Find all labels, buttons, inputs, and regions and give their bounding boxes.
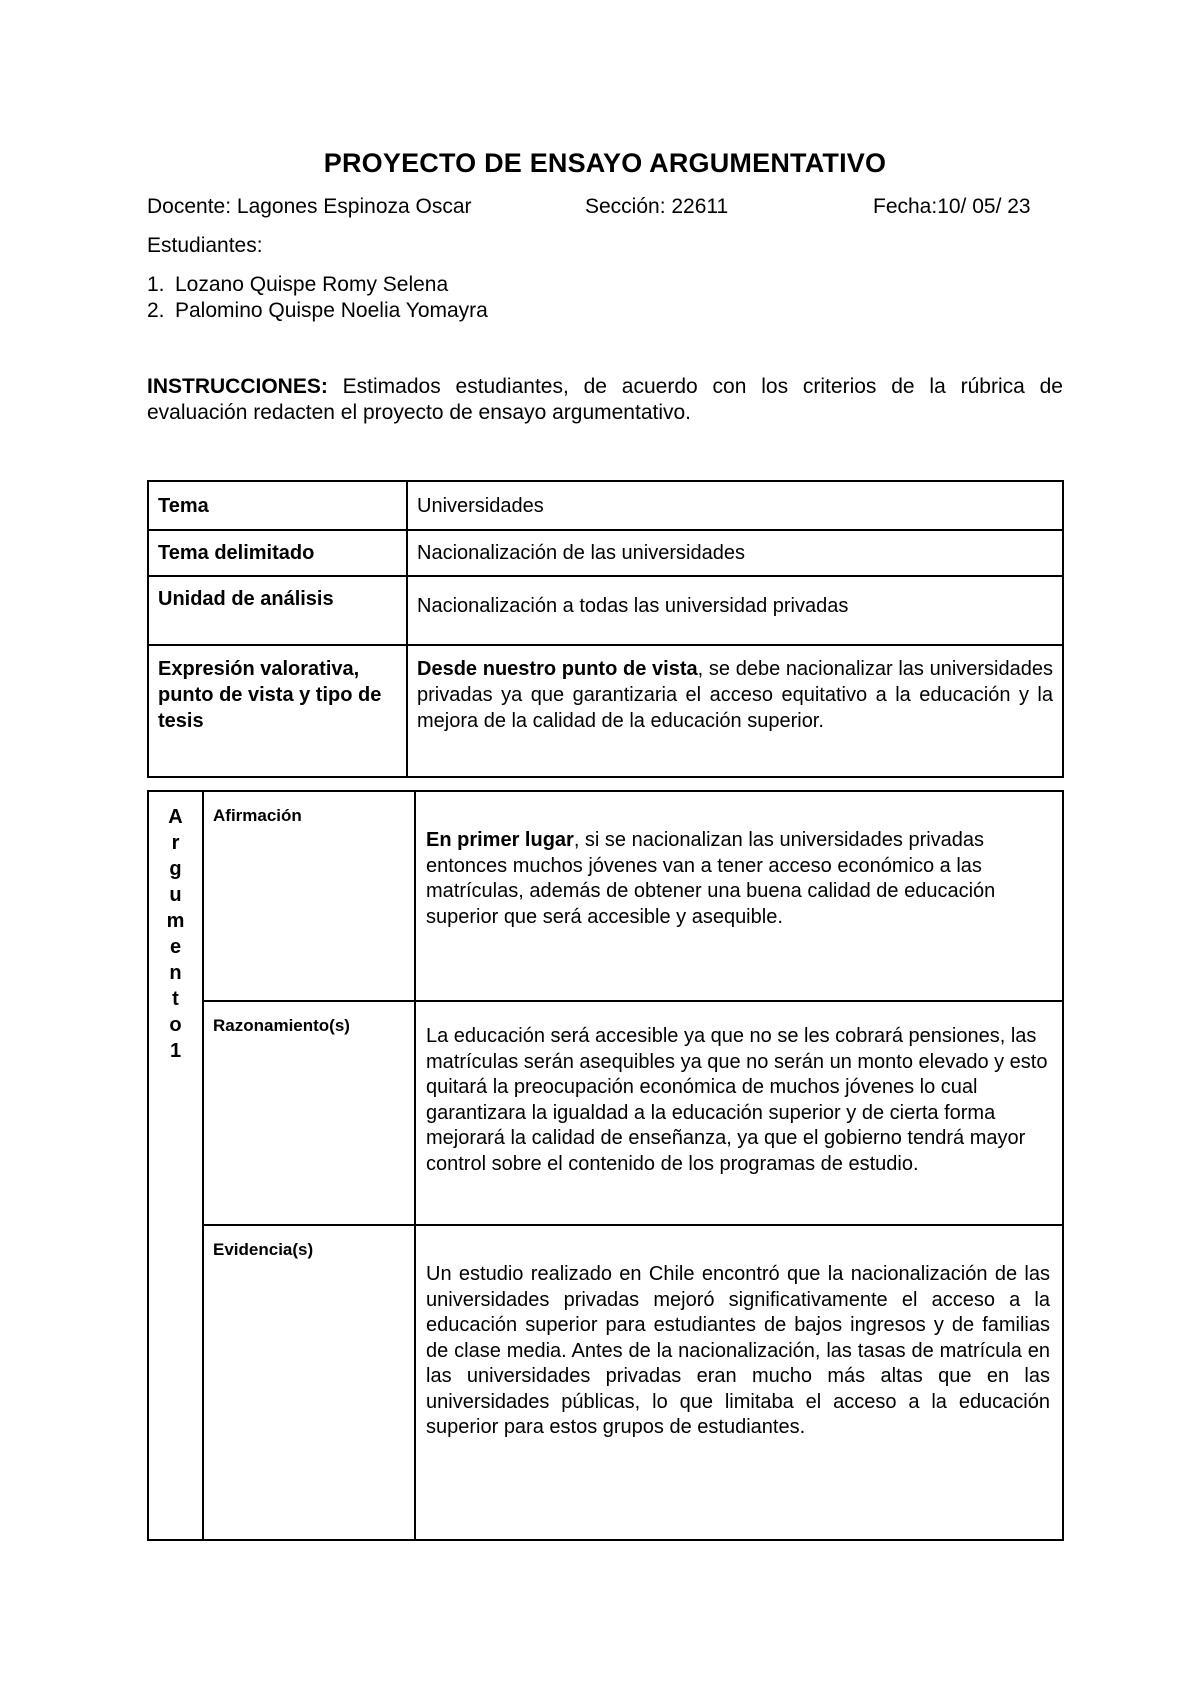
razonamiento-text: La educación será accesible ya que no se les cobrará pensiones, las matrículas serán asequibles ya que no serán un monto elevado y esto quitará la preocupación económica de muchos jóvenes lo cual garantizara la igualdad a la educación superior y de cierta forma mejorará la calidad de enseñanza, ya que el gobierno tendrá mayor control sobre el contenido de los programas de estudio. [415, 1001, 1063, 1225]
tema-delimitado-label: Tema delimitado [148, 530, 407, 576]
afirmacion-body: , si se nacionalizan las universidades privadas entonces muchos jóvenes van a tener acceso económico a las matrículas, además de obtener una buena calidad de educación superior que será accesible y asequible. [426, 829, 996, 928]
student-name: Palomino Quispe Noelia Yomayra [175, 299, 488, 322]
list-item: 2. Palomino Quispe Noelia Yomayra [147, 299, 488, 322]
fecha-text: Fecha:10/ 05/ 23 [873, 195, 1031, 218]
afirmacion-text [415, 791, 1063, 1001]
header-meta [147, 195, 1063, 225]
afirmacion-lead: En primer lugar [426, 829, 574, 851]
table-row [148, 1001, 1063, 1225]
table-row [148, 791, 1063, 1001]
instructions-label: INSTRUCCIONES: [147, 375, 328, 398]
seccion-text: Sección: 22611 [585, 195, 729, 218]
expresion-lead: Desde nuestro punto de vista [417, 658, 698, 680]
student-name: Lozano Quispe Romy Selena [175, 273, 449, 296]
tema-delimitado-value: Nacionalización de las universidades [407, 530, 1063, 576]
expresion-valorativa-value [407, 645, 1063, 777]
unidad-analisis-value: Nacionalización a todas las universidad privadas [407, 576, 1063, 645]
tema-value: Universidades [407, 481, 1063, 530]
argument-vertical-label: A r g u m e n t o 1 [148, 791, 203, 1540]
students-list [147, 272, 488, 324]
expresion-text: , se debe nacionalizar las universidades privadas ya que garantizaria el acceso equitativo a la educación y la mejora de la calidad de la educación superior. [417, 658, 1053, 732]
table-row [148, 481, 1063, 530]
table-row [148, 576, 1063, 645]
table-row [148, 645, 1063, 777]
unidad-analisis-label: Unidad de análisis [148, 576, 407, 645]
instructions-text: Estimados estudiantes, de acuerdo con los criterios de la rúbrica de evaluación redacten el proyecto de ensayo argumentativo. [147, 375, 1063, 424]
document-title: PROYECTO DE ENSAYO ARGUMENTATIVO [323, 148, 887, 178]
topic-table [147, 480, 1064, 778]
evidencia-text: Un estudio realizado en Chile encontró que la nacionalización de las universidades privadas mejoró significativamente el acceso a la educación superior para estudiantes de bajos ingresos y de familias de clase media. Antes de la nacionalización, las tasas de matrícula en las universidades privadas eran mucho más altas que en las universidades públicas, lo que limitaba el acceso a la educación superior para estos grupos de estudiantes. [415, 1225, 1063, 1540]
table-row [148, 530, 1063, 576]
expresion-valorativa-label: Expresión valorativa, punto de vista y tipo de tesis [148, 645, 407, 777]
razonamiento-label: Razonamiento(s) [203, 1001, 415, 1225]
docente-text: Docente: Lagones Espinoza Oscar [147, 195, 472, 218]
tema-label: Tema [148, 481, 407, 530]
table-row [148, 1225, 1063, 1540]
evidencia-label: Evidencia(s) [203, 1225, 415, 1540]
students-label: Estudiantes: [147, 234, 263, 257]
instructions-paragraph [147, 374, 1063, 426]
afirmacion-label: Afirmación [203, 791, 415, 1001]
list-item: 1. Lozano Quispe Romy Selena [147, 273, 449, 296]
argument-table [147, 790, 1064, 1541]
